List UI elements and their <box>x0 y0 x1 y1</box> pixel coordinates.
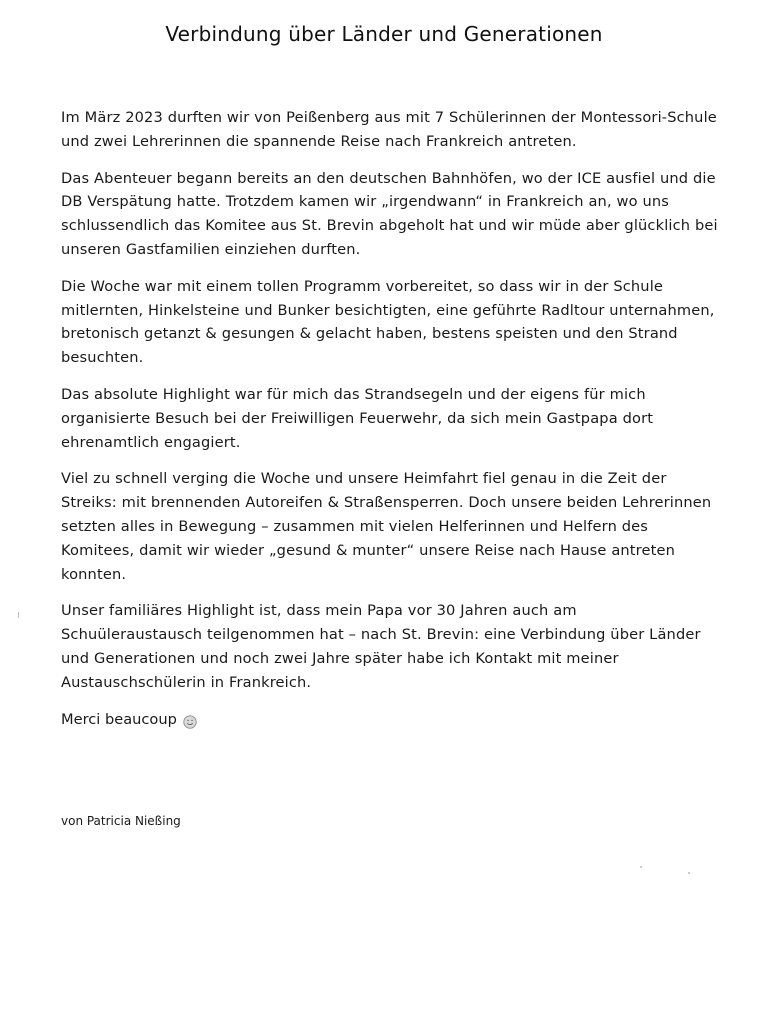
smiley-icon <box>183 713 197 727</box>
paragraph-5: Viel zu schnell verging die Woche und unsere Heimfahrt fiel genau in die Zeit der Streiks: mit brennenden Autoreifen & Straßensperren. Doch unsere beiden Lehrerinnen setzten alles in Bewegung – zusammen mit vielen Helferinnen und Helfern des Komitees, damit wir wieder „gesund & munter“ unsere Reise nach Hause antreten konnten. <box>61 470 712 583</box>
paragraph-3: Die Woche war mit einem tollen Programm vorbereitet, so dass wir in der Schule mitlernten, Hinkelsteine und Bunker besichtigten, eine geführte Radltour unternahmen, bretonisch getanzt & gesungen & gelacht haben, bestens speisten und den Strand besuchten. <box>61 277 715 367</box>
paragraph-2: Das Abenteuer begann bereits an den deutschen Bahnhöfen, wo der ICE ausfiel und die DB Verspätung hatte. Trotzdem kamen wir „irgendwann“ in Frankreich an, wo uns schlussendlich das Komitee aus St. Brevin abgeholt hat und wir müde aber glücklich bei unseren Gastfamilien einziehen durften. <box>61 169 718 258</box>
closing-text: Merci beaucoup <box>61 710 177 728</box>
author-line: von Patricia Nießing <box>61 814 181 828</box>
document-body <box>61 106 721 732</box>
paragraph-1: Im März 2023 durften wir von Peißenberg aus mit 7 Schülerinnen der Montessori-Schule und zwei Lehrerinnen die spannende Reise nach Frankreich antreten. <box>61 109 717 150</box>
closing-line <box>61 708 721 732</box>
scan-speck <box>18 612 19 618</box>
document-title: Verbindung über Länder und Generationen <box>165 22 603 46</box>
paragraph-6: Unser familiäres Highlight ist, dass mein Papa vor 30 Jahren auch am Schuüleraustausch teilgenommen hat – nach St. Brevin: eine Verbindung über Länder und Generationen und noch zwei Jahre später habe ich Kontakt mit meiner Austauschschülerin in Frankreich. <box>61 602 701 691</box>
paragraph-4: Das absolute Highlight war für mich das Strandsegeln und der eigens für mich organisierte Besuch bei der Freiwilligen Feuerwehr, da sich mein Gastpapa dort ehrenamtlich engagiert. <box>61 385 654 451</box>
scan-speck <box>640 866 642 868</box>
scan-speck <box>688 872 690 874</box>
